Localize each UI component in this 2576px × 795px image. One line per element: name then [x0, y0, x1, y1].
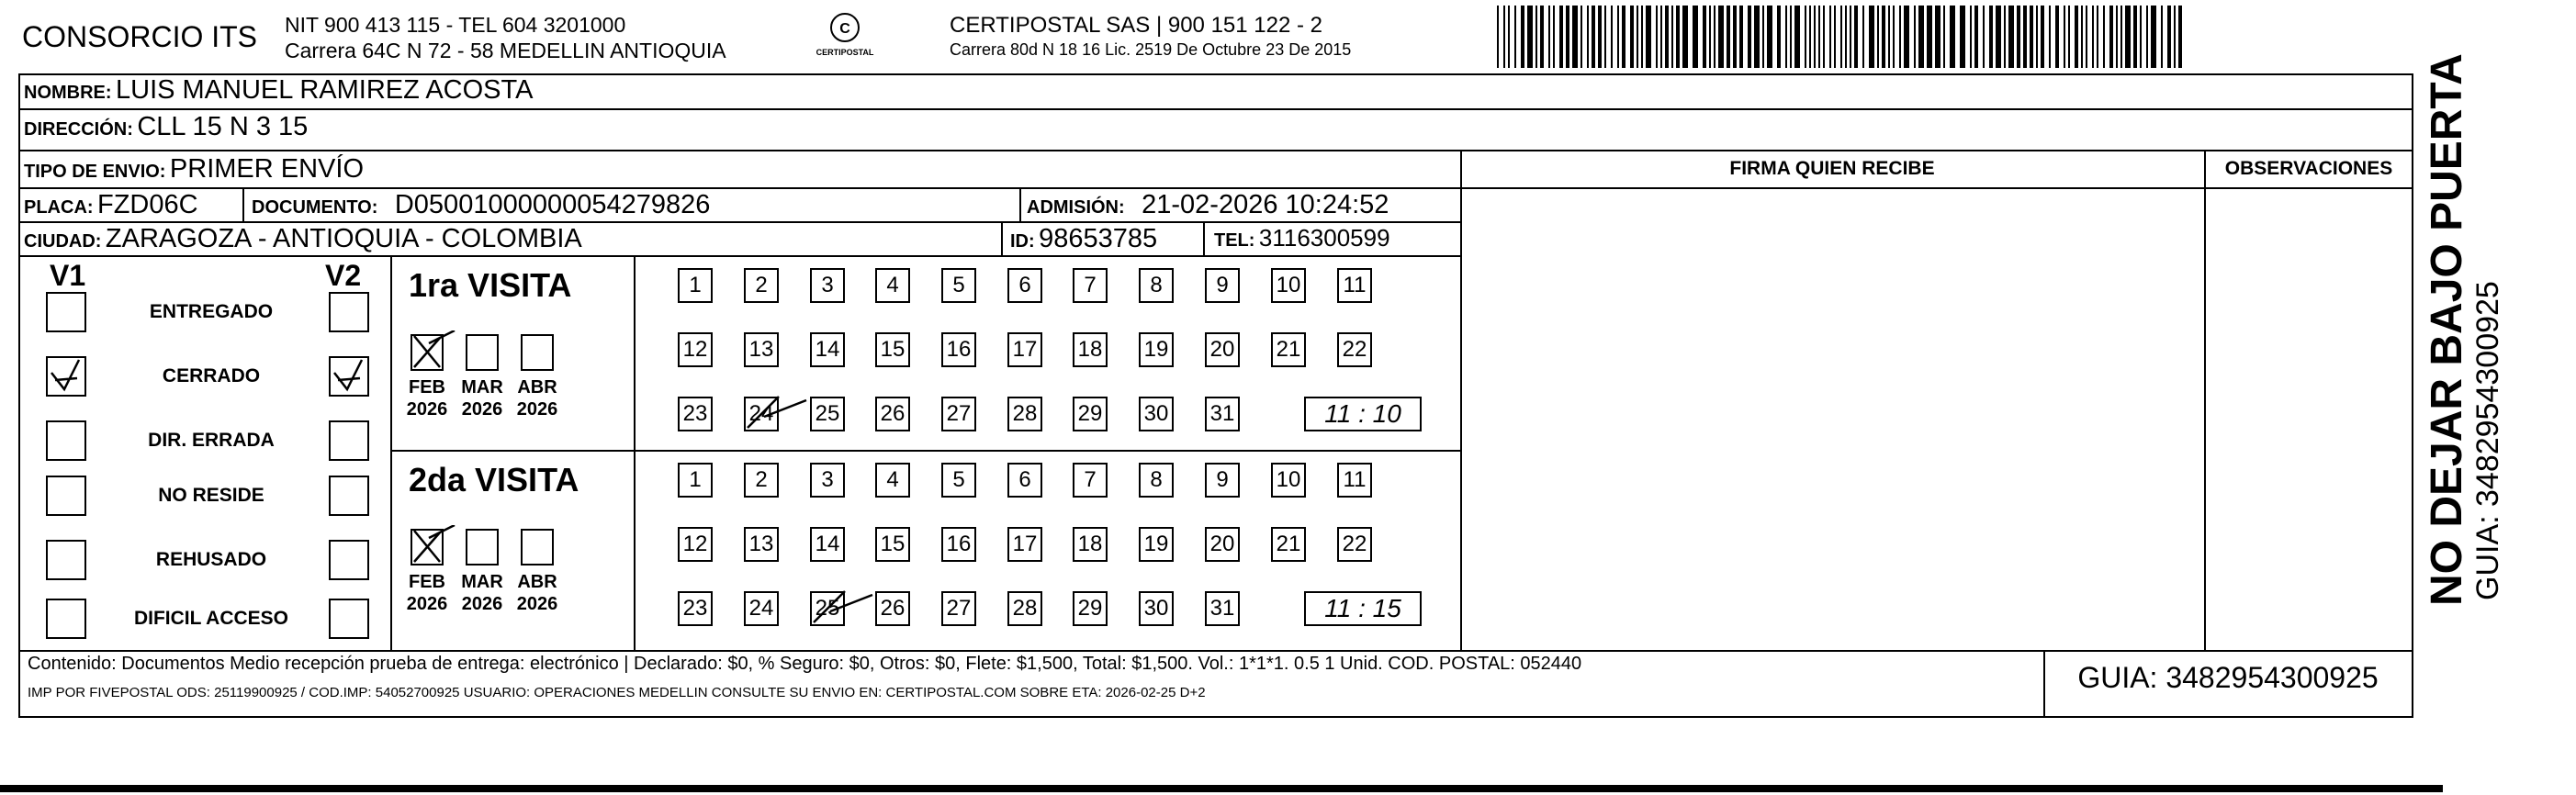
- day-box[interactable]: 2: [744, 463, 779, 498]
- day-box[interactable]: 3: [810, 268, 845, 303]
- month-checkbox[interactable]: [521, 529, 554, 565]
- day-box[interactable]: 2: [744, 268, 779, 303]
- day-box[interactable]: 9: [1205, 463, 1240, 498]
- v2-checkbox[interactable]: [329, 356, 369, 397]
- v2-checkbox[interactable]: [329, 599, 369, 639]
- month-year: 2026: [461, 594, 503, 614]
- month-name: MAR: [461, 377, 503, 398]
- side-guia: GUIA: 3482954300925: [2470, 281, 2505, 600]
- handwritten-check-icon: [329, 356, 369, 397]
- imp-line: IMP POR FIVEPOSTAL ODS: 25119900925 / COD.IMP: 54052700925 USUARIO: OPERACIONES MEDELLIN CONSULTE SU ENVIO EN: CERTIPOSTAL.COM SOBRE ETA: 2026-02-25 D+2: [28, 685, 1206, 700]
- direccion-row: [24, 112, 308, 142]
- status-label: ENTREGADO: [149, 301, 274, 322]
- day-box[interactable]: 1: [678, 463, 713, 498]
- v2-checkbox[interactable]: [329, 420, 369, 461]
- day-box[interactable]: 15: [875, 332, 910, 367]
- day-box[interactable]: 8: [1139, 463, 1174, 498]
- day-box[interactable]: 25: [810, 397, 845, 431]
- visit-time: 11 : 15: [1304, 591, 1422, 626]
- day-box[interactable]: 26: [875, 397, 910, 431]
- day-box[interactable]: 27: [941, 397, 976, 431]
- visit-title: 1ra VISITA: [409, 266, 572, 304]
- month-year: 2026: [406, 594, 448, 614]
- day-box[interactable]: 29: [1073, 591, 1108, 626]
- v1-checkbox[interactable]: [46, 292, 86, 332]
- month-name: MAR: [461, 572, 503, 592]
- month-name: FEB: [409, 377, 445, 398]
- day-box[interactable]: 30: [1139, 397, 1174, 431]
- direccion-label: DIRECCIÓN:: [24, 119, 133, 140]
- day-box[interactable]: 5: [941, 463, 976, 498]
- v2-checkbox[interactable]: [329, 292, 369, 332]
- carrier-address: Carrera 80d N 18 16 Lic. 2519 De Octubre 23 De 2015: [950, 40, 1352, 59]
- day-box[interactable]: 3: [810, 463, 845, 498]
- certipostal-logo: [808, 11, 882, 62]
- status-label: DIR. ERRADA: [148, 430, 275, 451]
- address-line: Carrera 64C N 72 - 58 MEDELLIN ANTIOQUIA: [285, 39, 726, 62]
- day-box[interactable]: 19: [1139, 527, 1174, 562]
- day-box[interactable]: 10: [1271, 268, 1306, 303]
- svg-text:C: C: [839, 21, 850, 37]
- day-box[interactable]: 6: [1007, 463, 1042, 498]
- day-box[interactable]: 11: [1337, 463, 1372, 498]
- documento-label: DOCUMENTO:: [252, 197, 378, 218]
- day-box[interactable]: 18: [1073, 527, 1108, 562]
- day-box[interactable]: 11: [1337, 268, 1372, 303]
- day-box[interactable]: 7: [1073, 268, 1108, 303]
- handwritten-x-icon: [411, 525, 458, 565]
- month-name: FEB: [409, 572, 445, 592]
- nombre-row: [24, 75, 533, 106]
- firma-label: FIRMA QUIEN RECIBE: [1729, 158, 1935, 179]
- logo-text: CERTIPOSTAL: [816, 48, 874, 57]
- day-box[interactable]: 29: [1073, 397, 1108, 431]
- id-label: ID:: [1010, 231, 1035, 252]
- month-checkbox[interactable]: [466, 529, 499, 565]
- v1-label: V1: [50, 259, 86, 292]
- day-box[interactable]: 4: [875, 268, 910, 303]
- day-box[interactable]: 9: [1205, 268, 1240, 303]
- bottom-rule: [0, 785, 2443, 792]
- v2-label: V2: [325, 259, 362, 292]
- day-box[interactable]: 7: [1073, 463, 1108, 498]
- carrier-line: CERTIPOSTAL SAS | 900 151 122 - 2: [950, 13, 1322, 38]
- day-box[interactable]: 8: [1139, 268, 1174, 303]
- direccion-value: CLL 15 N 3 15: [137, 112, 309, 141]
- day-box[interactable]: 24: [744, 591, 779, 626]
- tel-label: TEL:: [1214, 230, 1255, 251]
- footer-guia: GUIA: 3482954300925: [2077, 661, 2379, 694]
- day-box[interactable]: 31: [1205, 591, 1240, 626]
- day-box[interactable]: 19: [1139, 332, 1174, 367]
- day-box[interactable]: 27: [941, 591, 976, 626]
- day-box[interactable]: 13: [744, 527, 779, 562]
- month-year: 2026: [406, 399, 448, 420]
- barcode: [1497, 6, 2190, 68]
- tipo-row: [24, 154, 364, 185]
- month-label: [399, 571, 455, 615]
- placa-value: FZD06C: [97, 190, 198, 219]
- day-box[interactable]: 21: [1271, 332, 1306, 367]
- documento-value: D05001000000054279826: [394, 190, 711, 219]
- day-box[interactable]: 23: [678, 397, 713, 431]
- admision-value: 21-02-2026 10:24:52: [1142, 190, 1389, 219]
- month-label: [399, 376, 455, 420]
- placa-cell: [24, 190, 198, 220]
- visit-time: 11 : 10: [1304, 397, 1422, 431]
- documento-cell: [252, 190, 710, 220]
- day-box[interactable]: 13: [744, 332, 779, 367]
- day-box[interactable]: 26: [875, 591, 910, 626]
- day-box[interactable]: 20: [1205, 527, 1240, 562]
- day-box[interactable]: 18: [1073, 332, 1108, 367]
- status-label: DIFICIL ACCESO: [133, 608, 288, 629]
- v1-checkbox[interactable]: [46, 540, 86, 580]
- observaciones-label: OBSERVACIONES: [2224, 158, 2393, 179]
- day-box[interactable]: 25: [810, 591, 845, 626]
- day-box[interactable]: 17: [1007, 332, 1042, 367]
- month-label: [510, 571, 565, 615]
- day-box[interactable]: 24: [744, 397, 779, 431]
- month-label: [455, 571, 510, 615]
- day-box[interactable]: 16: [941, 332, 976, 367]
- v1-checkbox[interactable]: [46, 420, 86, 461]
- month-checkbox[interactable]: [521, 334, 554, 371]
- day-box[interactable]: 10: [1271, 463, 1306, 498]
- ciudad-value: ZARAGOZA - ANTIOQUIA - COLOMBIA: [105, 224, 582, 253]
- day-box[interactable]: 30: [1139, 591, 1174, 626]
- day-box[interactable]: 4: [875, 463, 910, 498]
- id-value: 98653785: [1039, 224, 1158, 253]
- v2-checkbox[interactable]: [329, 476, 369, 516]
- id-cell: [1010, 224, 1157, 254]
- handwritten-check-icon: [46, 356, 86, 397]
- tel-cell: [1214, 224, 1390, 252]
- day-box[interactable]: 16: [941, 527, 976, 562]
- admision-cell: [1027, 190, 1389, 220]
- month-label: [510, 376, 565, 420]
- status-label: NO RESIDE: [158, 485, 264, 506]
- status-label: REHUSADO: [155, 549, 267, 570]
- visit-title: 2da VISITA: [409, 461, 579, 498]
- day-box[interactable]: 28: [1007, 591, 1042, 626]
- day-box[interactable]: 6: [1007, 268, 1042, 303]
- day-box[interactable]: 23: [678, 591, 713, 626]
- tipo-value: PRIMER ENVÍO: [169, 154, 365, 184]
- day-box[interactable]: 14: [810, 527, 845, 562]
- day-box[interactable]: 14: [810, 332, 845, 367]
- day-box[interactable]: 22: [1337, 527, 1372, 562]
- handwritten-x-icon: [411, 330, 458, 371]
- day-box[interactable]: 5: [941, 268, 976, 303]
- month-year: 2026: [516, 594, 558, 614]
- month-checkbox[interactable]: [411, 334, 444, 371]
- day-box[interactable]: 21: [1271, 527, 1306, 562]
- nit-line: NIT 900 413 115 - TEL 604 3201000: [285, 13, 626, 37]
- month-year: 2026: [516, 399, 558, 420]
- month-name: ABR: [517, 377, 557, 398]
- tel-value: 3116300599: [1258, 224, 1390, 252]
- month-checkbox[interactable]: [411, 529, 444, 565]
- day-box[interactable]: 1: [678, 268, 713, 303]
- month-year: 2026: [461, 399, 503, 420]
- handwritten-strike-icon: [812, 589, 876, 626]
- month-label: [455, 376, 510, 420]
- admision-label: ADMISIÓN:: [1027, 197, 1125, 218]
- day-box[interactable]: 31: [1205, 397, 1240, 431]
- v1-checkbox[interactable]: [46, 356, 86, 397]
- day-box[interactable]: 12: [678, 332, 713, 367]
- day-box[interactable]: 15: [875, 527, 910, 562]
- status-label: CERRADO: [162, 365, 261, 386]
- contenido-line: Contenido: Documentos Medio recepción prueba de entrega: electrónico | Declarado: $0, % Seguro: $0, Otros: $0, Flete: $1,500, Total: $1,500. Vol.: 1*1*1. 0.5 1 Unid. COD. POSTAL: 052440: [28, 654, 1582, 674]
- nombre-value: LUIS MANUEL RAMIREZ ACOSTA: [116, 75, 534, 105]
- company-name: CONSORCIO ITS: [22, 20, 258, 53]
- ciudad-cell: [24, 224, 582, 254]
- day-box[interactable]: 12: [678, 527, 713, 562]
- v1-checkbox[interactable]: [46, 599, 86, 639]
- month-checkbox[interactable]: [466, 334, 499, 371]
- ciudad-label: CIUDAD:: [24, 231, 102, 252]
- day-box[interactable]: 17: [1007, 527, 1042, 562]
- day-box[interactable]: 28: [1007, 397, 1042, 431]
- day-box[interactable]: 20: [1205, 332, 1240, 367]
- placa-label: PLACA:: [24, 197, 94, 218]
- tipo-label: TIPO DE ENVIO:: [24, 162, 166, 182]
- nombre-label: NOMBRE:: [24, 83, 112, 103]
- no-dejar-bajo-puerta: NO DEJAR BAJO PUERTA: [2423, 53, 2471, 606]
- month-name: ABR: [517, 572, 557, 592]
- v2-checkbox[interactable]: [329, 540, 369, 580]
- v1-checkbox[interactable]: [46, 476, 86, 516]
- day-box[interactable]: 22: [1337, 332, 1372, 367]
- side-text: [2423, 53, 2505, 606]
- handwritten-strike-icon: [746, 395, 810, 431]
